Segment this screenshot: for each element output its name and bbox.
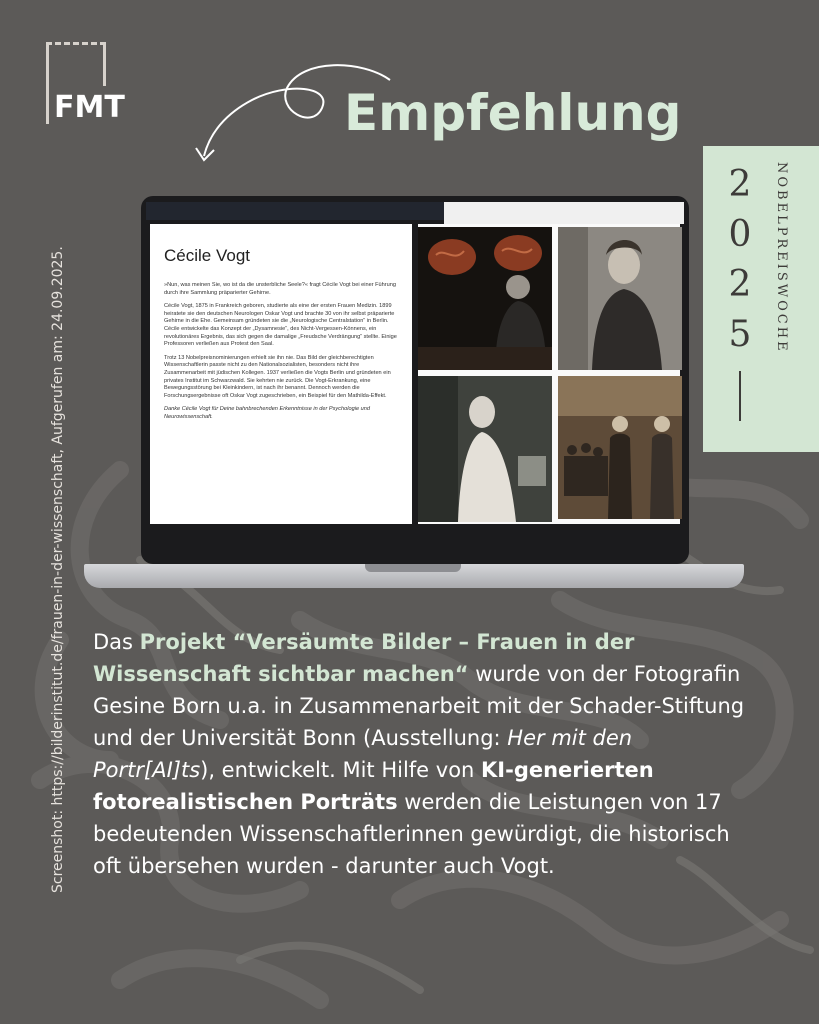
project-name: Projekt “Versäumte Bilder – Frauen in der Wissenschaft sichtbar machen“ — [93, 630, 635, 686]
article-paragraph: »Nun, was meinen Sie, wo ist da die unsterbliche Seele?« fragt Cécile Vogt bei einer Führung durch ihre Sammlung präparierter Gehirne. — [164, 282, 396, 296]
description-run: werden die Leistungen von 17 bedeutenden Wissenschaftlerinnen gewürdigt, die historisch oft übersehen wurden - darunter auch Vogt. — [93, 790, 730, 878]
exhibition-name: Her mit den Portr[AI]ts — [93, 726, 633, 782]
description-run: Das — [93, 630, 140, 654]
page-title: Empfehlung — [344, 84, 682, 142]
article-closing: Danke Cécile Vogt für Deine bahnbrechenden Erkenntnisse in der Psychologie und Neurowissenschaft. — [164, 406, 370, 420]
screen-bottom-bar — [150, 526, 680, 550]
portrait-gallery — [418, 224, 680, 524]
logo-text: FMT — [54, 90, 125, 125]
year-digit: 5 — [728, 314, 752, 355]
laptop-screen — [146, 202, 684, 550]
portrait-woman-street-photo — [558, 227, 682, 370]
screen-header-light — [444, 202, 684, 224]
article-title: Cécile Vogt — [164, 246, 250, 265]
portrait-brains-photo — [418, 227, 552, 370]
portrait-woman-garden-photo — [418, 376, 552, 522]
fmt-logo — [46, 42, 136, 132]
description-run: wurde von der Fotografin Gesine Born u.a. in Zusammenarbeit mit der Schader-Stiftung und der Universität Bonn (Ausstellung: — [93, 662, 745, 750]
logo-frame-edge — [103, 42, 106, 86]
screenshot-credit: Screenshot: https://bilderinstitut.de/frauen-in-der-wissenschaft, Aufgerufen am: 24.09.2025. — [50, 246, 66, 893]
description-text — [93, 626, 753, 882]
article-paragraph: Trotz 13 Nobelpreisnominierungen erhielt sie ihn nie. Das Bild der gleichberechtigten Wissenschaftlerin passte nicht zu den Nationalsozialisten, besonders nicht ihre Zusammenarbeit mit jüdischen Kollegen. 1937 verließen die Vogts Berlin und gründeten ein privates Institut im Schwarzwald. Sie kehrten nie zurück. Die Vogt-Erkrankung, eine Bewegungsstörung bei Kleinkindern, ist nach ihr benannt. Dennoch werden die Forschungsergebnisse oft Oskar Vogt zugeschrieben, ein Beispiel für den Mathilda-Effekt. — [164, 354, 391, 399]
nobel-week-badge — [703, 146, 819, 452]
year-underline — [739, 371, 741, 421]
nobel-week-label: NOBELPREISWOCHE — [774, 162, 789, 354]
description-run: ), entwickelt. Mit Hilfe von — [200, 758, 482, 782]
article-paragraph: Cécile Vogt, 1875 in Frankreich geboren, studierte als eine der ersten Frauen Medizin. 1899 heiratete sie den deutschen Neurologen Oskar Vogt und brachte 30 von ihr selbst präparierte Gehirne in die Ehe. Gemeinsam gründeten sie die „Neurologische Centralstation“ in Berlin. Cécile entwickelte das Konzept der „Dysamnesie“, des Nicht-Vergessen-Könnens, ein revolutionäres Ergebnis, das sich gegen die damalige „Freudsche Verdrängung“ stellte. Einige Professoren verließen aus Protest den Saal. — [164, 303, 397, 348]
laptop-notch — [365, 564, 461, 572]
portrait-group-photo — [558, 376, 682, 519]
article-card — [150, 224, 412, 524]
year-digit: 2 — [728, 164, 752, 205]
article-body — [164, 282, 402, 428]
year-label — [725, 160, 755, 360]
year-digit: 2 — [728, 264, 752, 305]
year-digit: 0 — [728, 214, 752, 255]
ki-portraits-highlight: KI-generierten fotorealistischen Porträts — [93, 758, 654, 814]
